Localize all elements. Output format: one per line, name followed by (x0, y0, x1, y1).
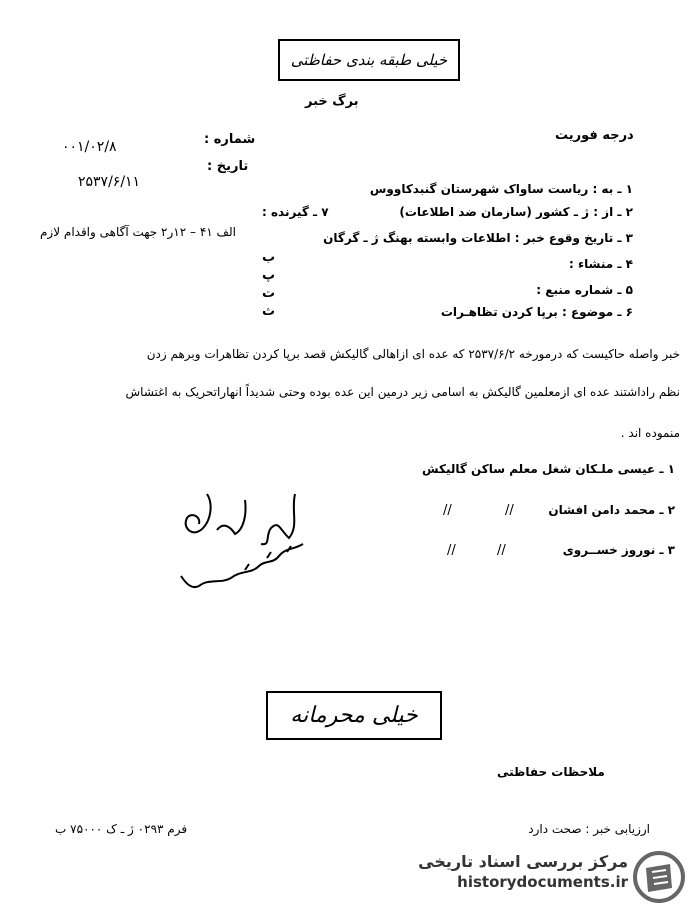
form-code: فرم ۰۲۹۳ ژ ـ ک ۷۵۰۰۰ ب (55, 822, 188, 836)
form-title: برگ خبر (305, 94, 359, 109)
recipient-alef: الف ۴۱ – ۱۲ر۲ جهت آگاهی واقدام لازم (40, 225, 236, 239)
body-line-2: نظم راداشتند عده ای ازمعلمین گالیکش به اسامی زیر درمین این عده بوده وحتی شدیداً انهاراتحریک به اغتشاش (125, 385, 680, 399)
number-label: شماره : (204, 132, 256, 147)
field-source-number: ۵ ـ شماره منبع : (536, 283, 633, 297)
recipients-label: ۷ ـ گیرنده : (262, 205, 329, 219)
field-to: ۱ ـ به : ریاست ساواک شهرستان گنبدکاووس (369, 182, 633, 196)
watermark-logo-icon (632, 850, 686, 904)
date-value: ۲۵۳۷/۶/۱۱ (78, 174, 141, 190)
watermark-title: مرکز بررسی اسناد تاریخی (418, 852, 628, 871)
ditto-mark: // (505, 503, 514, 518)
watermark-url: historydocuments.ir (457, 873, 628, 891)
ditto-mark: // (443, 503, 452, 518)
recipient-be: ب (262, 250, 276, 265)
field-date-source: ۳ ـ تاریخ وقوع خبر : اطلاعات وابسته بهنگ ژ ـ گرگان (323, 231, 633, 245)
secret-stamp: خیلی محرمانه (266, 691, 442, 740)
body-line-1: خبر واصله حاکیست که درمورخه ۲۵۳۷/۶/۲ که عده ای ازاهالی گالیکش قصد برپا کردن تظاهرات وبرهم زدن (146, 347, 680, 361)
watermark (418, 852, 628, 891)
classification-stamp: خیلی طبقه بندی حفاظتی (278, 39, 460, 81)
field-origin: ۴ ـ منشاء : (569, 257, 633, 271)
field-subject: ۶ ـ موضوع : برپا کردن تظاهـرات (440, 305, 633, 319)
remarks-label: ملاحظات حفاظتی (497, 765, 605, 779)
assessment: ارزیابی خبر : صحت دارد (528, 822, 650, 836)
handwritten-annotation (175, 486, 315, 596)
ditto-mark: // (447, 543, 456, 558)
person-2: ۲ ـ محمد دامن افشان (548, 503, 675, 517)
recipient-pe: پ (262, 268, 276, 283)
person-3: ۳ ـ نوروز خســروی (562, 543, 675, 557)
person-1: ۱ ـ عیسی ملـکان شغل معلم ساکن گالیکش (422, 462, 675, 476)
field-from: ۲ ـ از : ژ ـ کشور (سازمان ضد اطلاعات) (399, 205, 633, 219)
body-line-3: منموده اند . (620, 426, 680, 440)
urgency-label: درجه فوریت (555, 128, 634, 143)
date-label: تاریخ : (207, 159, 249, 174)
recipient-te: ت (262, 286, 276, 301)
recipient-se: ث (262, 304, 276, 319)
ditto-mark: // (497, 543, 506, 558)
number-value: ۰۰۱/۰۲/۸ (62, 139, 117, 155)
